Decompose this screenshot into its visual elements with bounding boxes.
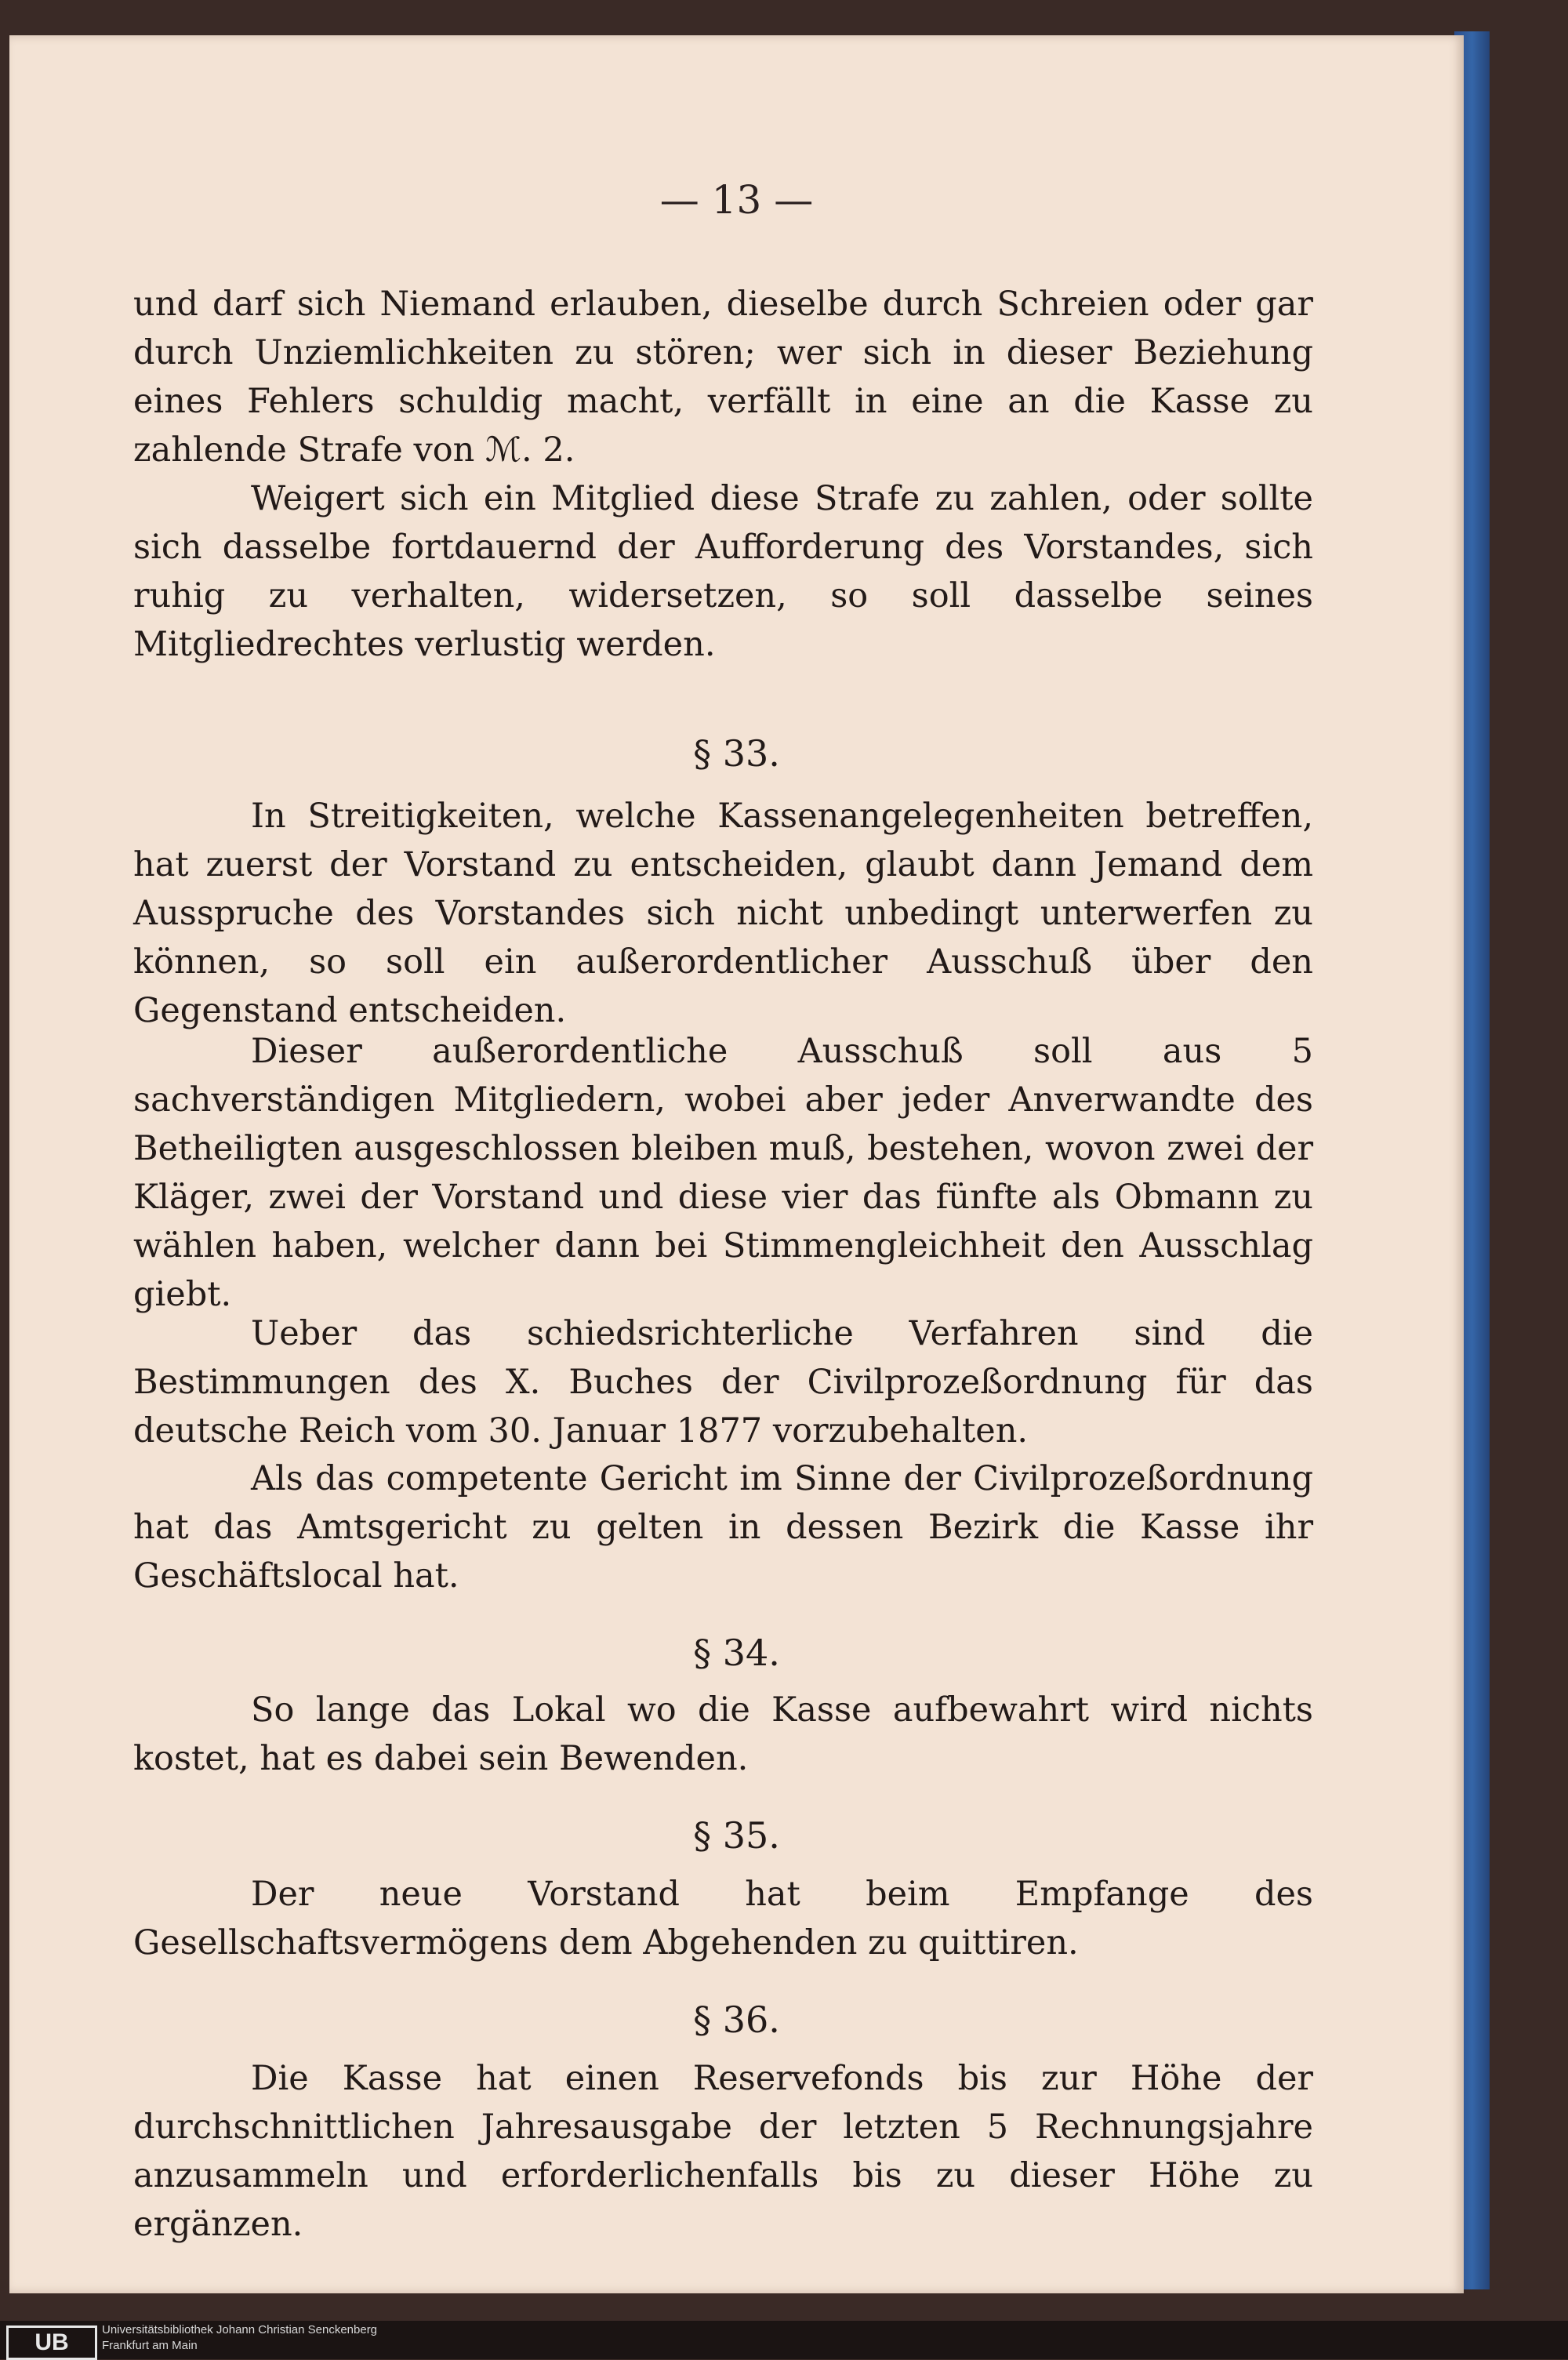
page-number: — 13 —: [659, 177, 814, 223]
institution-line-1: Universitätsbibliothek Johann Christian Senckenberg: [102, 2323, 378, 2336]
paragraph-3: In Streitigkeiten, welche Kassenangelegenheiten betreffen, hat zuerst der Vorstand zu entscheiden, glaubt dann Jemand dem Ausspruche des Vorstandes sich nicht unbedingt unterwerfen zu können, so soll ein außerordentlicher Ausschuß über den Gegenstand entscheiden.: [133, 797, 1313, 1030]
institution-line-2: Frankfurt am Main: [102, 2339, 198, 2352]
section-heading-34: § 34.: [693, 1632, 780, 1674]
section-heading-33: § 33.: [693, 732, 780, 775]
paragraph-1: und darf sich Niemand erlauben, dieselbe durch Schreien oder gar durch Unziemlichkeiten zu stören; wer sich in dieser Beziehung eines Fehlers schuldig macht, verfällt in eine an die Kasse zu zahlende Strafe von ℳ. 2.: [133, 285, 1313, 470]
paragraph-4: Dieser außerordentliche Ausschuß soll aus 5 sachverständigen Mitgliedern, wobei aber jeder Anverwandte des Betheiligten ausgeschlossen bleiben muß, bestehen, wovon zwei der Kläger, zwei der Vorstand und diese vier das fünfte als Obmann zu wählen haben, welcher dann bei Stimmengleichheit den Ausschlag giebt.: [133, 1032, 1313, 1314]
paragraph-2: Weigert sich ein Mitglied diese Strafe zu zahlen, oder sollte sich dasselbe fortdauernd der Aufforderung des Vorstandes, sich ruhig zu verhalten, widersetzen, so soll dasselbe seines Mitgliedrechtes verlustig werden.: [133, 479, 1313, 664]
paragraph-5: Ueber das schiedsrichterliche Verfahren sind die Bestimmungen des X. Buches der Civilprozeßordnung für das deutsche Reich vom 30. Januar 1877 vorzubehalten.: [133, 1314, 1313, 1450]
institution-credit: [102, 2322, 572, 2354]
paragraph-9: Die Kasse hat einen Reservefonds bis zur Höhe der durchschnittlichen Jahresausgabe der letzten 5 Rechnungsjahre anzusammeln und erforderlichenfalls bis zu dieser Höhe zu ergänzen.: [133, 2059, 1313, 2244]
ub-logo: UB: [6, 2326, 97, 2360]
document-page: [9, 35, 1464, 2293]
paragraph-6: Als das competente Gericht im Sinne der Civilprozeßordnung hat das Amtsgericht zu gelten in dessen Bezirk die Kasse ihr Geschäftslocal hat.: [133, 1459, 1313, 1596]
paragraph-7: So lange das Lokal wo die Kasse aufbewahrt wird nichts kostet, hat es dabei sein Bewenden.: [133, 1690, 1313, 1778]
section-heading-35: § 35.: [693, 1814, 780, 1857]
section-heading-36: § 36.: [693, 1999, 780, 2041]
paragraph-8: Der neue Vorstand hat beim Empfange des Gesellschaftsvermögens dem Abgehenden zu quittiren.: [133, 1875, 1313, 1962]
